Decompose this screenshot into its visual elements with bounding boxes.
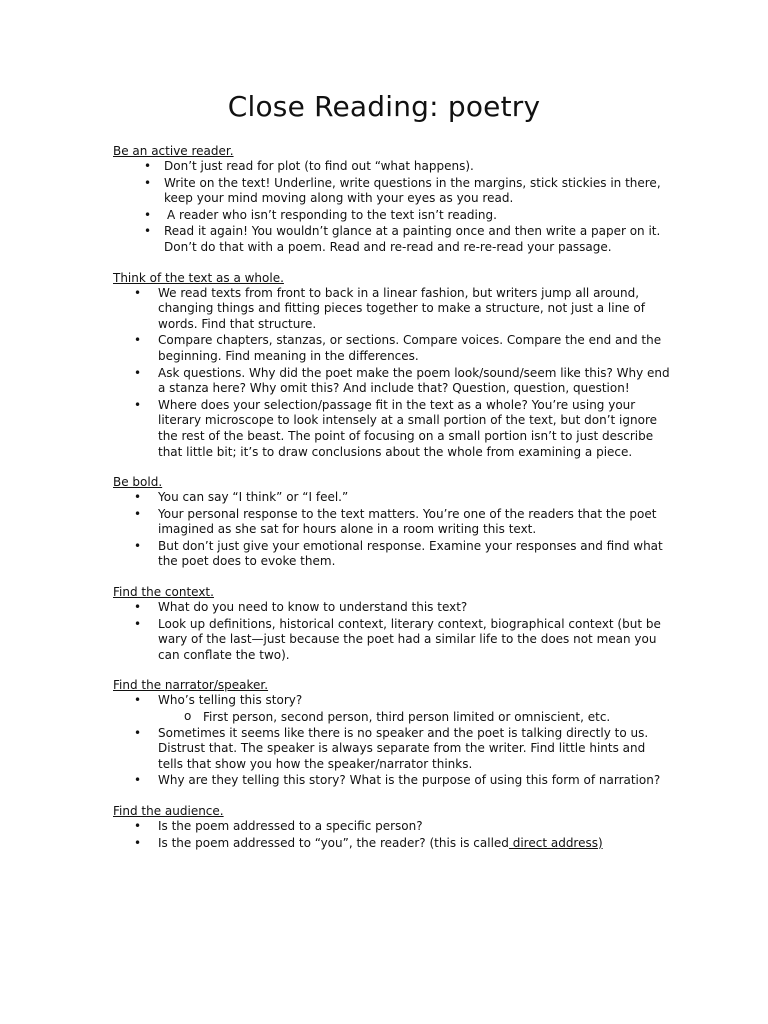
sub-list-item: o First person, second person, third person limited or omniscient, etc. xyxy=(113,710,673,726)
list-item: • We read texts from front to back in a linear fashion, but writers jump all around, changing things and fitting pieces together to make a structure, not just a line of words. Find that structure. xyxy=(113,286,673,333)
section-audience xyxy=(113,804,673,851)
list-item: • But don’t just give your emotional response. Examine your responses and find what the poet does to evoke them. xyxy=(113,539,673,570)
list-item: • Don’t just read for plot (to find out “what happens). xyxy=(113,159,673,175)
list-item xyxy=(113,836,673,852)
list-item: • Why are they telling this story? What is the purpose of using this form of narration? xyxy=(113,773,673,789)
bullet-list xyxy=(113,490,673,570)
bullet-list xyxy=(113,286,673,461)
bullet-list xyxy=(113,159,673,256)
list-item: • Ask questions. Why did the poet make the poem look/sound/seem like this? Why end a stanza here? Why omit this? And include that? Question, question, question! xyxy=(113,366,673,397)
list-item: • You can say “I think” or “I feel.” xyxy=(113,490,673,506)
bullet-list xyxy=(113,693,673,709)
page-title: Close Reading: poetry xyxy=(227,90,541,123)
document-body xyxy=(113,144,673,866)
list-item: • Read it again! You wouldn’t glance at a painting once and then write a paper on it. Don’t do that with a poem. Read and re-read and re-re-read your passage. xyxy=(113,224,673,255)
list-item: • Compare chapters, stanzas, or sections. Compare voices. Compare the end and the beginning. Find meaning in the differences. xyxy=(113,333,673,364)
list-item: • Look up definitions, historical context, literary context, biographical context (but be wary of the last—just because the poet had a similar life to the does not mean you can conflate the two). xyxy=(113,617,673,664)
section-context xyxy=(113,585,673,663)
underlined-term: direct address) xyxy=(508,835,603,850)
section-heading: Find the audience. xyxy=(113,804,224,818)
list-item: • Is the poem addressed to a specific person? xyxy=(113,819,673,835)
section-heading: Find the context. xyxy=(113,585,214,600)
list-item-text: Who’s telling this story? xyxy=(158,693,303,708)
section-narrator xyxy=(113,678,673,789)
section-text-whole xyxy=(113,271,673,461)
section-heading: Think of the text as a whole. xyxy=(113,270,284,285)
list-item: • Where does your selection/passage fit in the text as a whole? You’re using your literary microscope to look intensely at a small portion of the text, but don’t ignore the rest of the beast. The point of focusing on a small portion isn’t to just describe that little bit; it’s to draw conclusions about the whole from examining a piece. xyxy=(113,398,673,460)
list-item xyxy=(113,693,673,709)
list-item: • Your personal response to the text matters. You’re one of the readers that the poet imagined as she sat for hours alone in a room writing this text. xyxy=(113,507,673,538)
section-heading: Find the narrator/speaker. xyxy=(113,678,269,693)
bullet-list xyxy=(113,819,673,851)
section-be-bold xyxy=(113,475,673,570)
section-heading: Be bold. xyxy=(113,475,163,490)
list-item: • Write on the text! Underline, write questions in the margins, stick stickies in there, keep your mind moving along with your eyes as you read. xyxy=(113,176,673,207)
list-item: • Sometimes it seems like there is no speaker and the poet is talking directly to us. Distrust that. The speaker is always separate from the writer. Find little hints and tells that show you how the speaker/narrator thinks. xyxy=(113,726,673,773)
bullet-list xyxy=(113,600,673,663)
section-heading: Be an active reader. xyxy=(113,144,234,158)
list-item-text: Is the poem addressed to “you”, the reader? (this is called xyxy=(158,835,509,850)
bullet-list xyxy=(113,726,673,789)
sub-bullet-list xyxy=(113,710,673,726)
section-active-reader xyxy=(113,144,673,256)
list-item: • What do you need to know to understand this text? xyxy=(113,600,673,616)
list-item: • A reader who isn’t responding to the text isn’t reading. xyxy=(113,208,673,224)
